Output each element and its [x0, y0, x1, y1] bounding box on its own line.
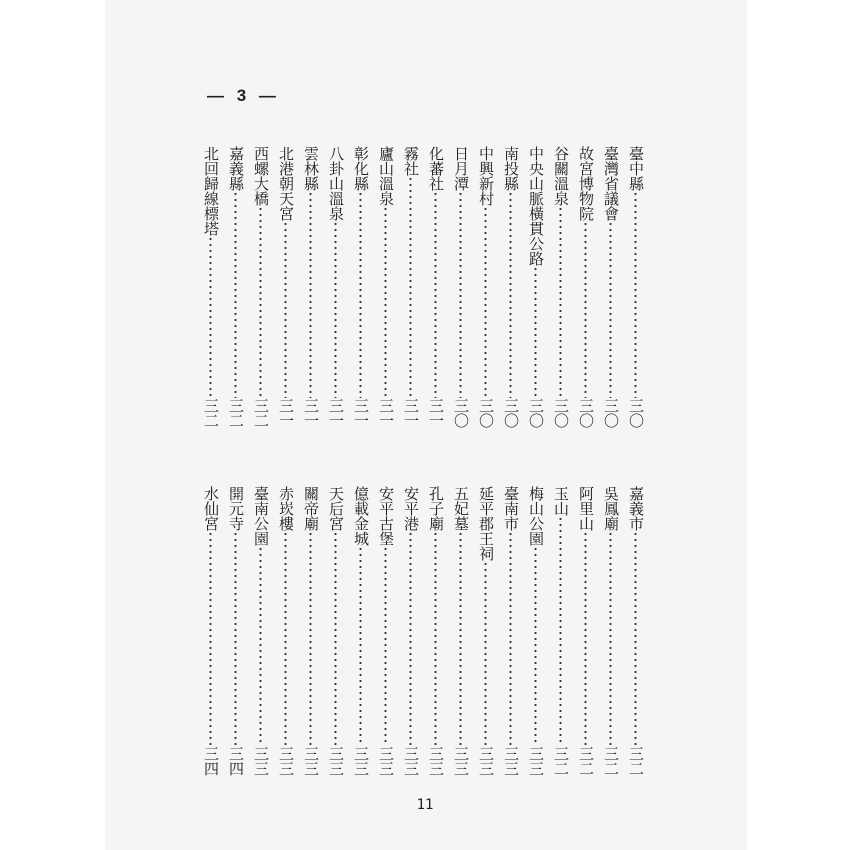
toc-entry-title: 中央山脈橫貫公路 [527, 146, 545, 266]
toc-entry-title: 嘉義市 [627, 486, 645, 531]
dot-leader [502, 191, 519, 398]
toc-entry-title: 孔子廟 [427, 486, 445, 531]
toc-entry-title: 霧社 [402, 146, 420, 176]
dot-leader [427, 531, 444, 746]
toc-entry-title: 五妃墓 [452, 486, 470, 531]
dot-leader [277, 221, 294, 398]
toc-entry-page: 三二 [202, 398, 220, 428]
toc-entry-page: 三〇 [527, 398, 545, 428]
dot-leader [627, 531, 644, 746]
toc-entry-title: 天后宮 [327, 486, 345, 531]
dot-leader [277, 531, 294, 746]
toc-entry [398, 486, 423, 776]
toc-entry [498, 486, 523, 776]
toc-entry-page: 三三 [277, 746, 295, 776]
dot-leader [527, 266, 544, 398]
toc-entry [623, 486, 648, 776]
toc-entry [423, 146, 448, 428]
toc-entry-title: 故宮博物院 [577, 146, 595, 221]
dot-leader [227, 191, 244, 398]
toc-entry-title: 延平郡王祠 [477, 486, 495, 561]
toc-entry-title: 化蕃社 [427, 146, 445, 191]
toc-entry [448, 146, 473, 428]
toc-entry [548, 146, 573, 428]
toc-entry-page: 三三 [402, 746, 420, 776]
toc-entry-title: 吳鳳廟 [602, 486, 620, 531]
toc-entry-page: 三三 [527, 746, 545, 776]
dot-leader [302, 531, 319, 746]
toc-entry [298, 146, 323, 428]
toc-entry-page: 三一 [302, 398, 320, 428]
toc-entry-page: 三〇 [502, 398, 520, 428]
toc-entry [373, 146, 398, 428]
toc-entry [598, 486, 623, 776]
toc-entry-page: 三二 [577, 746, 595, 776]
toc-entry-title: 億載金城 [352, 486, 370, 546]
dot-leader [602, 531, 619, 746]
toc-entry [398, 146, 423, 428]
toc-entry-page: 三一 [377, 398, 395, 428]
toc-entry-title: 中興新村 [477, 146, 495, 206]
toc-entry [248, 146, 273, 428]
toc-entry-title: 臺南公園 [252, 486, 270, 546]
toc-entry [498, 146, 523, 428]
toc-entry-title: 臺中縣 [627, 146, 645, 191]
toc-entry [373, 486, 398, 776]
toc-entry-page: 三四 [202, 746, 220, 776]
toc-block-bottom [198, 486, 648, 776]
toc-entry [548, 486, 573, 776]
dot-leader [327, 531, 344, 746]
toc-entry [473, 486, 498, 776]
toc-entry [348, 146, 373, 428]
toc-entry-page: 三一 [402, 398, 420, 428]
toc-entry-page: 三〇 [452, 398, 470, 428]
toc-entry-page: 三〇 [552, 398, 570, 428]
toc-entry-page: 三〇 [602, 398, 620, 428]
toc-entry [573, 146, 598, 428]
toc-entry [198, 146, 223, 428]
dot-leader [602, 221, 619, 398]
toc-entry-title: 日月潭 [452, 146, 470, 191]
dot-leader [502, 531, 519, 746]
toc-entry-page: 三三 [427, 746, 445, 776]
toc-entry [273, 146, 298, 428]
toc-entry [248, 486, 273, 776]
toc-entry [348, 486, 373, 776]
toc-entry [273, 486, 298, 776]
toc-entry-title: 八卦山溫泉 [327, 146, 345, 221]
toc-entry-title: 梅山公園 [527, 486, 545, 546]
toc-entry [598, 146, 623, 428]
toc-entry-title: 安平古堡 [377, 486, 395, 546]
dot-leader [577, 531, 594, 746]
toc-entry-title: 臺南市 [502, 486, 520, 531]
dot-leader [227, 531, 244, 746]
toc-entry-page: 三二 [602, 746, 620, 776]
toc-entry [323, 486, 348, 776]
dot-leader [402, 176, 419, 398]
toc-entry-title: 嘉義縣 [227, 146, 245, 191]
toc-block-top [198, 146, 648, 428]
toc-entry-page: 三三 [502, 746, 520, 776]
toc-entry [223, 486, 248, 776]
dot-leader [377, 206, 394, 398]
toc-entry-page: 三〇 [477, 398, 495, 428]
toc-entry-title: 西螺大橋 [252, 146, 270, 206]
toc-entry-page: 三四 [227, 746, 245, 776]
toc-entry [223, 146, 248, 428]
toc-entry-page: 三二 [627, 746, 645, 776]
toc-entry-page: 三二 [552, 746, 570, 776]
toc-entry-page: 三三 [452, 746, 470, 776]
toc-entry-title: 玉山 [552, 486, 570, 516]
section-marker: — 3 — [207, 86, 280, 105]
toc-entry-title: 臺灣省議會 [602, 146, 620, 221]
toc-entry-title: 水仙宮 [202, 486, 220, 531]
dot-leader [477, 206, 494, 398]
toc-entry [473, 146, 498, 428]
dot-leader [552, 206, 569, 398]
toc-entry [573, 486, 598, 776]
dot-leader [327, 221, 344, 398]
toc-entry-page: 三〇 [577, 398, 595, 428]
toc-entry [298, 486, 323, 776]
toc-entry [198, 486, 223, 776]
toc-entry-page: 三三 [252, 746, 270, 776]
toc-entry-title: 關帝廟 [302, 486, 320, 531]
toc-entry-page: 三一 [277, 398, 295, 428]
dot-leader [252, 206, 269, 398]
toc-entry [523, 146, 548, 428]
dot-leader [427, 191, 444, 398]
toc-entry-title: 廬山溫泉 [377, 146, 395, 206]
toc-entry-title: 彰化縣 [352, 146, 370, 191]
toc-entry-page: 三一 [427, 398, 445, 428]
dot-leader [627, 191, 644, 398]
dot-leader [452, 531, 469, 746]
toc-entry-title: 阿里山 [577, 486, 595, 531]
dot-leader [202, 236, 219, 398]
dot-leader [552, 516, 569, 746]
toc-entry [623, 146, 648, 428]
toc-entry-page: 三三 [327, 746, 345, 776]
page-number: 11 [416, 797, 434, 813]
dot-leader [352, 191, 369, 398]
dot-leader [302, 191, 319, 398]
dot-leader [352, 546, 369, 746]
toc-entry [523, 486, 548, 776]
toc-entry-page: 三三 [377, 746, 395, 776]
dot-leader [452, 191, 469, 398]
toc-entry-title: 安平港 [402, 486, 420, 531]
dot-leader [252, 546, 269, 746]
dot-leader [477, 561, 494, 746]
toc-entry [323, 146, 348, 428]
dot-leader [377, 546, 394, 746]
toc-entry [423, 486, 448, 776]
toc-entry-page: 三三 [302, 746, 320, 776]
toc-entry [448, 486, 473, 776]
dot-leader [527, 546, 544, 746]
toc-entry-title: 開元寺 [227, 486, 245, 531]
toc-entry-title: 北回歸線標塔 [202, 146, 220, 236]
dot-leader [202, 531, 219, 746]
toc-entry-page: 三〇 [627, 398, 645, 428]
dot-leader [577, 221, 594, 398]
toc-entry-page: 三二 [252, 398, 270, 428]
toc-entry-page: 三一 [352, 398, 370, 428]
toc-entry-title: 南投縣 [502, 146, 520, 191]
toc-entry-title: 谷關溫泉 [552, 146, 570, 206]
toc-entry-page: 三二 [227, 398, 245, 428]
toc-entry-title: 雲林縣 [302, 146, 320, 191]
toc-entry-title: 北港朝天宮 [277, 146, 295, 221]
toc-entry-page: 三三 [352, 746, 370, 776]
toc-entry-page: 三三 [477, 746, 495, 776]
dot-leader [402, 531, 419, 746]
toc-entry-page: 三一 [327, 398, 345, 428]
toc-entry-title: 赤崁樓 [277, 486, 295, 531]
